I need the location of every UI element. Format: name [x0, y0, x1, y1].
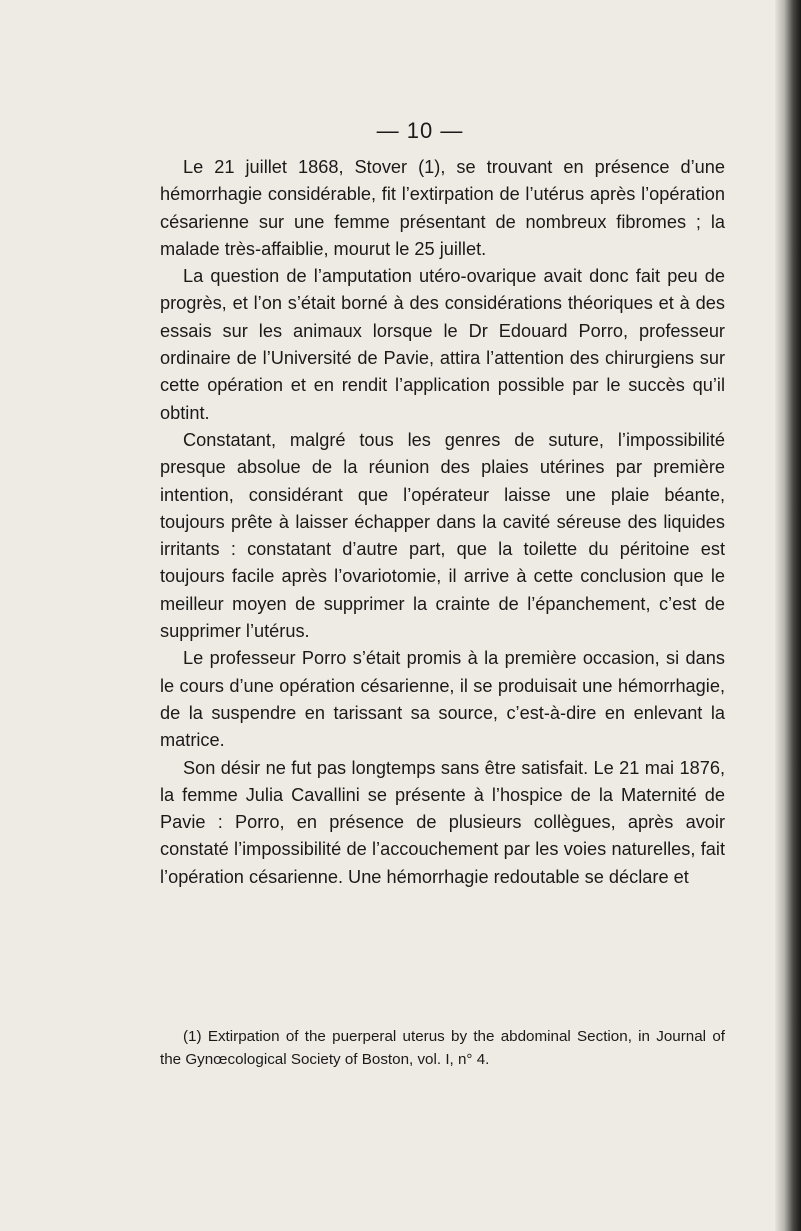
footnote-text: (1) Extirpation of the puerperal uterus by the abdominal Section, in Journal of the Gynœcological Society of Boston, vol. I, n° 4. [160, 1028, 725, 1068]
paragraph-3: Constatant, malgré tous les genres de suture, l’impossibilité presque absolue de la réunion des plaies utérines par première intention, considérant que l’opérateur laisse une plaie béante, toujours prête à laisser échapper dans la cavité séreuse des liquides irritants : constatant d’autre part, que la toilette du péritoine est toujours facile après l’ovariotomie, il arrive à cette conclusion que le meilleur moyen de supprimer la crainte de l’épanchement, c’est de supprimer l’utérus. [160, 429, 725, 642]
paragraph-1: Le 21 juillet 1868, Stover (1), se trouvant en présence d’une hémorrhagie considérable, fit l’extirpation de l’utérus après l’opération césarienne sur une femme présentant de nombreux fibromes ; la malade très-affaiblie, mourut le 25 juillet. [160, 157, 725, 259]
paragraph-5: Son désir ne fut pas longtemps sans être satisfait. Le 21 mai 1876, la femme Julia Cavallini se présente à l’hospice de la Maternité de Pavie : Porro, en présence de plusieurs collègues, après avoir constaté l’impossibilité de l’accouchement par les voies naturelles, fait l’opération césarienne. Une hémorrhagie redoutable se déclare et [160, 757, 725, 887]
page-number: — 10 — [376, 118, 464, 143]
footnote [160, 1025, 725, 1071]
paragraph-2: La question de l’amputation utéro-ovarique avait donc fait peu de progrès, et l’on s’était borné à des considérations théoriques et à des essais sur les animaux lorsque le Dr Edouard Porro, professeur ordinaire de l’Université de Pavie, attira l’attention des chirurgiens sur cette opération et en rendit l’application possible par le succès qu’il obtint. [160, 266, 725, 423]
book-spine-shadow [775, 0, 801, 1231]
paragraph-4: Le professeur Porro s’était promis à la première occasion, si dans le cours d’une opération césarienne, il se produisait une hémorrhagie, de la suspendre en tarissant sa source, c’est-à-dire en enlevant la matrice. [160, 648, 725, 751]
main-text [160, 154, 725, 891]
